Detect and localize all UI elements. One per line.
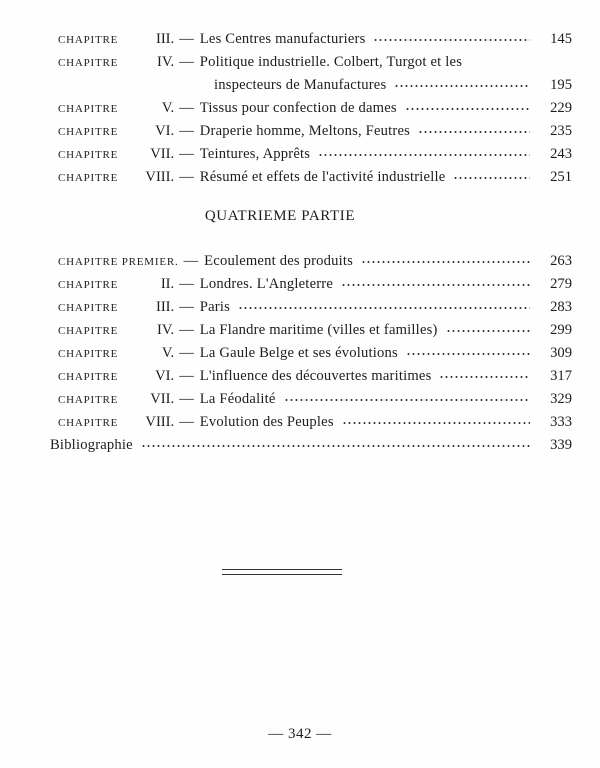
leader-dots xyxy=(418,131,530,133)
toc-entry[interactable] xyxy=(58,388,572,411)
chapter-title: Ecoulement des produits xyxy=(204,253,354,269)
chapter-label: CHAPITRE xyxy=(58,279,119,291)
dash: — xyxy=(179,299,194,315)
chapter-title: L'influence des découvertes maritimes xyxy=(199,368,432,384)
chapter-number: V. xyxy=(161,345,175,361)
chapter-title: La Gaule Belge et ses évolutions xyxy=(199,345,398,361)
page-number: 195 xyxy=(550,77,572,93)
chapter-number: VIII. xyxy=(145,414,175,430)
toc-entry[interactable] xyxy=(58,319,572,342)
chapter-label: CHAPITRE xyxy=(58,417,119,429)
chapter-number: IV. xyxy=(157,322,175,338)
chapter-number: III. xyxy=(155,31,175,47)
chapter-label: CHAPITRE xyxy=(58,103,119,115)
page-number: 251 xyxy=(550,169,572,185)
chapter-title: Draperie homme, Meltons, Feutres xyxy=(199,123,411,139)
chapter-title: Les Centres manufacturiers xyxy=(199,31,366,47)
leader-dots xyxy=(341,284,530,286)
page-number: 283 xyxy=(550,299,572,315)
footer-page-number: — 342 — xyxy=(268,726,332,742)
chapter-number: VII. xyxy=(150,146,175,162)
toc-entry[interactable] xyxy=(58,250,572,273)
chapter-title: Teintures, Apprêts xyxy=(199,146,311,162)
section-heading: QUATRIEME PARTIE xyxy=(204,208,356,224)
leader-dots xyxy=(406,353,530,355)
dash: — xyxy=(179,414,194,430)
toc-entry[interactable] xyxy=(58,120,572,143)
chapter-label: CHAPITRE xyxy=(58,172,119,184)
dash: — xyxy=(179,31,194,47)
leader-dots xyxy=(342,422,530,424)
chapter-label: CHAPITRE xyxy=(58,325,119,337)
chapter-number: V. xyxy=(161,100,175,116)
chapter-label: CHAPITRE xyxy=(58,149,119,161)
toc-entry[interactable] xyxy=(58,342,572,365)
chapter-number: VI. xyxy=(155,368,175,384)
dash: — xyxy=(179,391,194,407)
chapter-title: Tissus pour confection de dames xyxy=(199,100,397,116)
page-number: 229 xyxy=(550,100,572,116)
leader-dots xyxy=(284,399,530,401)
toc-entry[interactable] xyxy=(58,28,572,51)
chapter-number: III. xyxy=(155,299,175,315)
leader-dots xyxy=(439,376,530,378)
chapter-title: Londres. L'Angleterre xyxy=(199,276,334,292)
double-rule-divider xyxy=(222,569,342,575)
leader-dots xyxy=(446,330,530,332)
page-number: 279 xyxy=(550,276,572,292)
toc-entry[interactable] xyxy=(58,143,572,166)
chapter-label: CHAPITRE xyxy=(58,57,119,69)
toc-entry[interactable] xyxy=(58,411,572,434)
page-number: 235 xyxy=(550,123,572,139)
page-number: 243 xyxy=(550,146,572,162)
chapter-title: Résumé et effets de l'activité industrielle xyxy=(199,169,446,185)
leader-dots xyxy=(361,261,530,263)
dash: — xyxy=(179,169,194,185)
chapter-number: VII. xyxy=(150,391,175,407)
toc-entry[interactable] xyxy=(58,365,572,388)
chapter-label: CHAPITRE PREMIER. xyxy=(58,256,179,268)
chapter-title: Politique industrielle. Colbert, Turgot et les xyxy=(199,54,463,70)
dash: — xyxy=(179,322,194,338)
chapter-title: Evolution des Peuples xyxy=(199,414,334,430)
toc-entry[interactable] xyxy=(58,166,572,189)
toc-entry[interactable] xyxy=(58,51,572,97)
leader-dots xyxy=(141,445,530,447)
leader-dots xyxy=(453,177,530,179)
page-number: 333 xyxy=(550,414,572,430)
chapter-number: IV. xyxy=(157,54,175,70)
page-number: 339 xyxy=(550,437,572,453)
chapter-label: CHAPITRE xyxy=(58,34,119,46)
leader-dots xyxy=(238,307,530,309)
page-number: 263 xyxy=(550,253,572,269)
dash: — xyxy=(179,100,194,116)
page-number: 329 xyxy=(550,391,572,407)
leader-dots xyxy=(394,85,530,87)
dash: — xyxy=(179,345,194,361)
dash: — xyxy=(179,276,194,292)
chapter-label: CHAPITRE xyxy=(58,126,119,138)
chapter-number: VI. xyxy=(155,123,175,139)
page-number: 309 xyxy=(550,345,572,361)
toc-entry[interactable] xyxy=(58,296,572,319)
leader-dots xyxy=(318,154,530,156)
chapter-title: La Flandre maritime (villes et familles) xyxy=(199,322,438,338)
toc-entry[interactable] xyxy=(58,273,572,296)
chapter-label: CHAPITRE xyxy=(58,348,119,360)
dash: — xyxy=(179,146,194,162)
dash: — xyxy=(179,54,194,70)
dash: — xyxy=(179,368,194,384)
page-number: 299 xyxy=(550,322,572,338)
page-number: 145 xyxy=(550,31,572,47)
chapter-label: CHAPITRE xyxy=(58,394,119,406)
leader-dots xyxy=(373,39,530,41)
page-number: 317 xyxy=(550,368,572,384)
dash: — xyxy=(179,123,194,139)
leader-dots xyxy=(405,108,530,110)
chapter-label: CHAPITRE xyxy=(58,371,119,383)
chapter-title: Paris xyxy=(199,299,230,315)
chapter-number: II. xyxy=(160,276,175,292)
dash: — xyxy=(183,253,199,269)
toc-entry[interactable] xyxy=(58,97,572,120)
toc-entry-bibliography[interactable] xyxy=(50,434,572,457)
chapter-title-continuation: inspecteurs de Manufactures xyxy=(214,77,387,93)
chapter-title: La Féodalité xyxy=(199,391,276,407)
bibliography-title: Bibliographie xyxy=(50,437,133,453)
chapter-number: VIII. xyxy=(145,169,175,185)
chapter-label: CHAPITRE xyxy=(58,302,119,314)
